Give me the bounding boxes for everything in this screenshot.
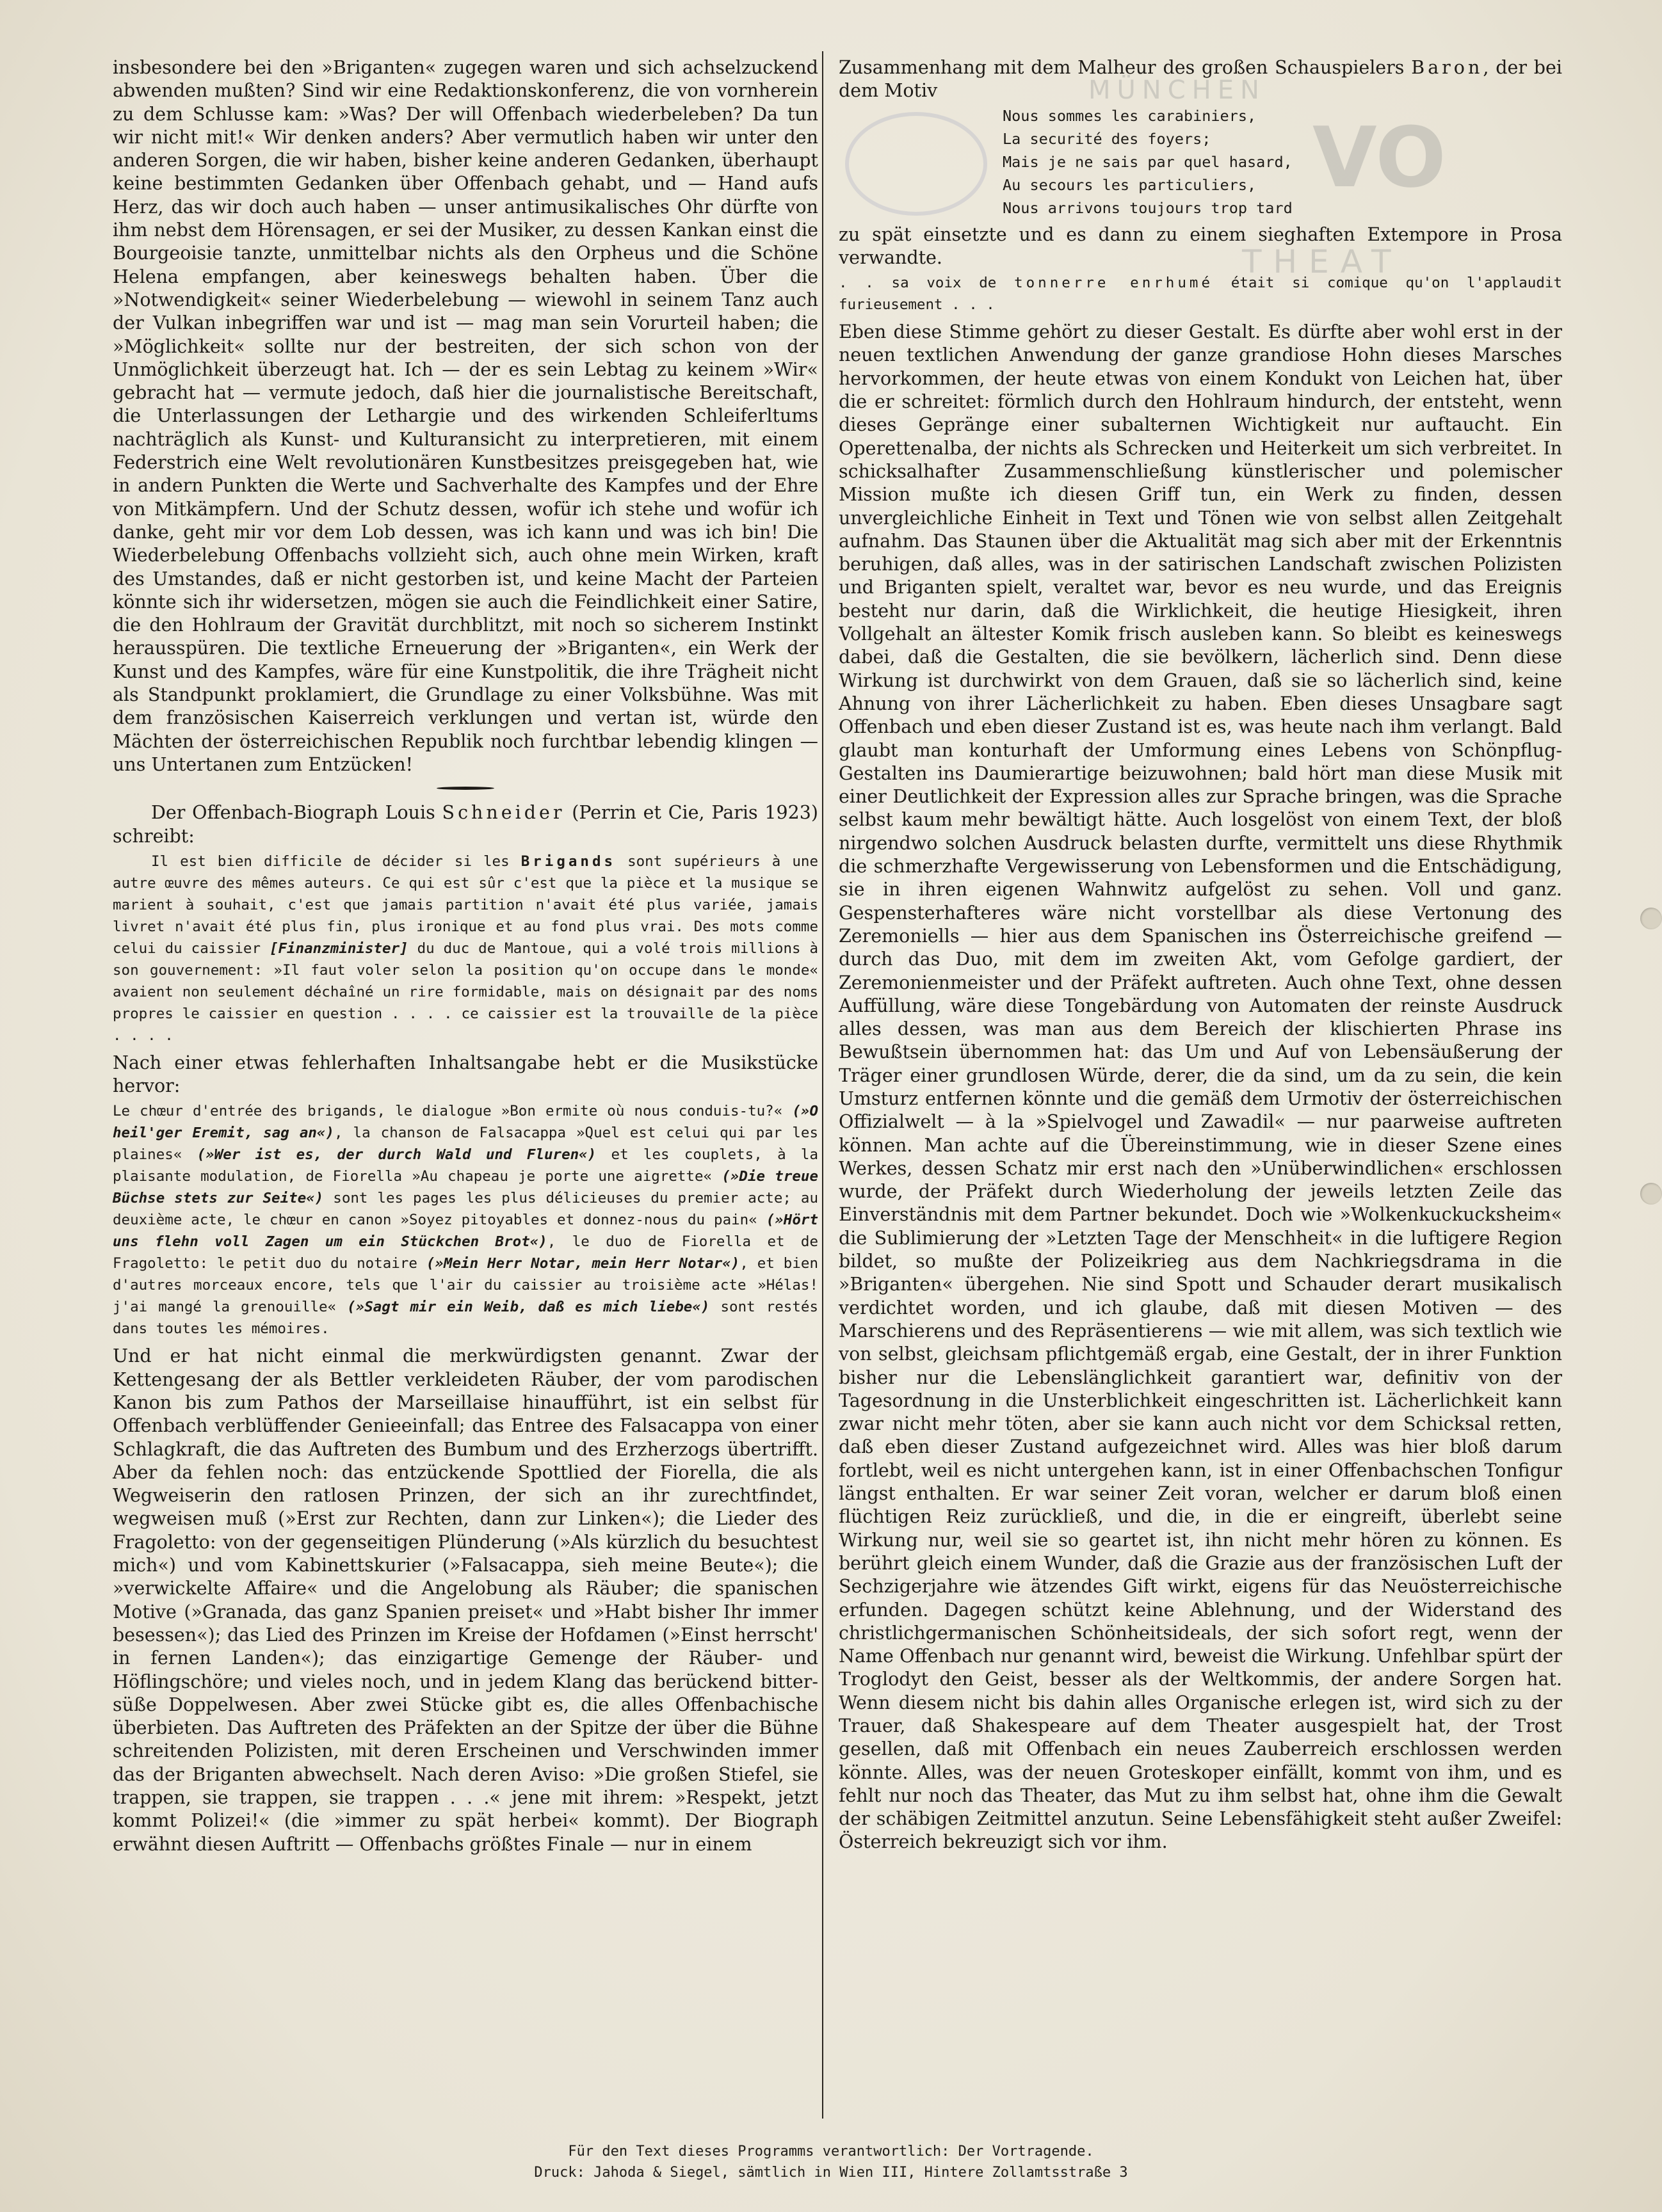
quote-3-text-b: était si comique qu'on l'applaudit furieusement . . . <box>839 275 1562 314</box>
right-paragraph-2: zu spät einsetzte und es dann zu einem sieghaften Extempore in Prosa verwandte. <box>839 223 1562 268</box>
biographer-intro-text-2: (Perrin et Cie, Paris 1923) schreibt: <box>113 802 819 847</box>
quote-2-part-2: , la chanson de Falsacappa »Quel est celui qui par les plaines« <box>113 1125 819 1164</box>
quote-2-part-7: sont restés dans toutes les mémoires. <box>113 1299 818 1338</box>
footer-responsibility: Für den Text dieses Programms verantwortlich: Der Vortragende. <box>568 2144 1094 2160</box>
left-paragraph-1: insbesondere bei den »Briganten« zugegen waren und sich achselzuckend abwenden mußten? Sind wir eine Redaktionskonferenz, die von vornherein zu dem Schlusse kam: »Was? Der will Offenbach wiederbeleben? Da tun wir nicht mit!« Wir denken anders? Aber vermutlich haben wir unter den anderen Sorgen, die wir haben, bisher keine anderen Gedanken, überhaupt keine bestimmten Gedanken über Offenbach gehabt, und — Hand aufs Herz, das wir doch auch haben — unser antimusikalisches Ohr dürfte von ihm nebst dem Hörensagen, er sei der Musiker, zu dessen Kankan einst die Bourgeoisie tanzte, unmittelbar nichts als den Orpheus und die Schöne Helena empfangen, aber keineswegs behalten haben. Über die »Notwendigkeit« seiner Wiederbelebung — wiewohl in seinem Tanz auch der Vulkan inbegriffen war und ist — mag man sein Vorurteil haben; die »Möglichkeit« sollte nur der bestreiten, der sich schon von der Unmöglichkeit überzeugt hat. Ich — der es sein Lebtag zu keinem »Wir« gebracht hat — vermute jedoch, daß hier die journalistische Bereitschaft, die Unterlassungen der Lethargie und des wirkenden Schleiferltums nachträglich als Kunst- und Kulturansicht zu interpretieren, mit einem Federstrich eine Welt revolutionären Kunstbesitzes preisgegeben hat, wie in andern Punkten die Werte und Sachverhalte des Kampfes und der Ehre von Mitkämpfern. Und der Schutz dessen, wofür ich stehe und wofür ich danke, geht mir vor dem Lob dessen, was ich kann und was ich bin! Die Wiederbelebung Offenbachs vollzieht sich, auch ohne mein Wirken, kraft des Umstandes, daß er nicht gestorben ist, und keine Macht der Parteien könnte sich ihr widersetzen, mögen sie auch die Feindlichkeit einer Satire, die den Hohlraum der Gravität durchblitzt, mit noch so sicherem Instinkt herausspüren. Die textliche Erneuerung der »Briganten«, ein Werk der Kunst und des Kampfes, wäre für eine Kunstpolitik, die ihre Trägheit nicht als Standpunkt proklamiert, die Grundlage zu einer Volksbühne. Was mit dem französischen Kaiserreich verklungen und vertan ist, würde den Mächten der österreichischen Republik noch furchtbar lebendig klingen — uns Untertanen zum Entzücken! <box>113 57 818 775</box>
right-paragraph-1 <box>839 56 1562 103</box>
quote-2-part-3: et les couplets, à la plaisante modulation, de Fiorella »Au chapeau je porte une aigrette« <box>113 1146 818 1185</box>
punch-hole-bottom <box>1640 1183 1662 1205</box>
quote-3-text-a: . . sa voix de <box>839 275 1015 292</box>
quote-2-part-4: sont les pages les plus délicieuses du premier acte; au deuxième acte, le chœur en canon »Soyez pitoyables et donnez-nous du pain« <box>113 1190 819 1229</box>
right-p1-text-2: , der bei dem Motiv <box>839 57 1562 102</box>
left-column <box>113 56 818 1856</box>
actor-name: Baron <box>1411 57 1483 78</box>
quote-2-part-1: Le chœur d'entrée des brigands, le dialogue »Bon ermite où nous conduis-tu?« <box>113 1103 793 1120</box>
showthrough-theat: THEAT <box>1242 243 1403 280</box>
verse-line: Au secours les particuliers, <box>1003 175 1257 194</box>
biographer-name: Schneider <box>442 802 565 824</box>
punch-hole-top <box>1640 908 1662 929</box>
quote-1-text-c: du duc de Mantoue, qui a volé trois millions à son gouvernement: »Il faut voler selon la position qu'on occupe dans le monde« avaient non seulement déchaîné un rire formidable, mais on désignait par des noms propres le caissier en question . . . . ce caissier est la trouvaille de la pièce . . . . <box>113 940 818 1044</box>
footer-printer: Druck: Jahoda & Siegel, sämtlich in Wien III, Hintere Zollamtsstraße 3 <box>534 2165 1128 2181</box>
section-separator <box>437 787 494 790</box>
left-paragraph-3: Nach einer etwas fehlerhaften Inhaltsangabe hebt er die Musikstücke hervor: <box>113 1052 818 1097</box>
column-divider <box>822 51 823 2119</box>
quote-2-gloss-1: (»O heil'ger Eremit, sag an«) <box>113 1103 818 1142</box>
right-p1-text: Zusammenhang mit dem Malheur des großen Schauspielers <box>839 57 1412 78</box>
verse-line: Mais je ne sais par quel hasard, <box>1003 152 1293 171</box>
quote-2-gloss-2: (»Wer ist es, der durch Wald und Fluren«) <box>197 1146 597 1164</box>
left-paragraph-4: Und er hat nicht einmal die merkwürdigsten genannt. Zwar der Kettengesang der als Bettler verkleideten Räuber, der vom parodischen Kanon bis zum Pathos der Marseillaise hinaufführt, ist ein selbst für Offenbach verblüffender Genieeinfall; das Entree des Falsacappa von einer Schlagkraft, die das Auftreten des Bumbum und des Erzherzogs übertrifft. Aber da fehlen noch: das entzückende Spottlied der Fiorella, die als Wegweiserin den ratlosen Prinzen, der sich an ihr zurechtfindet, wegweisen muß (»Erst zur Rechten, dann zur Linken«); die Lieder des Fragoletto: von der gegenseitigen Plünderung (»Als kürzlich du besuchtest mich«) und vom Kabinettskurier (»Falsacappa, sieh meine Beute«); die »verwickelte Affaire« und die Angelobung als Räuber; die spanischen Motive (»Granada, das ganz Spanien preiset« und »Habt bisher Ihr immer besessen«); das Lied des Prinzen im Kreise der Hofdamen (»Einst herrscht' in fernen Landen«); das einzigartige Gemenge der Räuber- und Höflingschöre; und vieles noch, und in jedem Klang das berückend bitter-süße Doppelwesen. Aber zwei Stücke gibt es, die alles Offenbachische überbieten. Das Auftreten des Präfekten an der Spitze der über die Bühne schreitenden Polizisten, mit deren Erscheinen und Verschwinden immer das der Briganten abwechselt. Nach deren Aviso: »Die großen Stiefel, sie trappen, sie trappen, sie trappen . . .« jene mit ihrem: »Respekt, jetzt kommt Polizei!« (die »immer zu spät herbei« kommt). Der Biograph erwähnt diesen Auftritt — Offenbachs größtes Finale — nur in einem <box>113 1345 818 1855</box>
showthrough-munchen: MÜNCHEN <box>1088 76 1266 105</box>
french-quote-1 <box>113 851 818 1046</box>
quote-2-gloss-6: (»Sagt mir ein Weib, daß es mich liebe«) <box>347 1299 710 1316</box>
showthrough-vo: VO <box>1312 109 1446 206</box>
quote-2-part-5: , le duo de Fiorella et de Fragoletto: le petit duo du notaire <box>113 1233 818 1272</box>
quote-1-text-a: Il est bien difficile de décider si les <box>151 853 521 870</box>
french-quote-3 <box>839 272 1562 316</box>
french-quote-2 <box>113 1100 818 1340</box>
verse-block <box>839 104 1562 220</box>
right-paragraph-3: Eben diese Stimme gehört zu dieser Gestalt. Es dürfte aber wohl erst in der neuen textlichen Anwendung der ganze grandiose Hohn dieses Marsches hervorkommen, der heute etwas von einem Kondukt von Leichen hat, über die er schreitet: förmlich durch den Hohlraum hindurch, der entsteht, wenn dieses Gepränge einer subalternen Wichtigkeit nur auftaucht. Ein Operettenalba, der nichts als Schrecken und Heiterkeit um sich verbreitet. In schicksalhafter Zusammenschließung künstlerischer und polemischer Mission mußte ich diesen Griff tun, ein Werk zu finden, dessen unvergleichliche Einheit in Text und Tönen wie von selbst allen Zeitgehalt aufnahm. Das Staunen über die Aktualität mag sich aber mit der Erkenntnis beruhigen, daß alles, was in der satirischen Landschaft zwischen Polizisten und Briganten spielt, veraltet war, bevor es neu wurde, und das Ereignis besteht nur darin, daß die Wirklichkeit, die heutige Hiesigkeit, ihren Vollgehalt an ältester Komik frisch ausleben kann. So bleibt es keineswegs dabei, daß die Gestalten, die sie bevölkern, lächerlich sind. Denn diese Wirkung ist durchwirkt von dem Grauen, daß sie so lächerlich sind, keine Ahnung von ihrer Lächerlichkeit zu haben. Eben dieses Unsagbare sagt Offenbach und eben dieser Zustand ist es, was heute nach ihm verlangt. Bald glaubt man konturhaft der Umformung eines Lebens von Schönpflug-Gestalten ins Daumierartige beizuwohnen; bald hört man diese Musik mit einer Deutlichkeit der Expression alles zur Sprache bringen, was die Sprache selbst kaum mehr bewältigt hätte. Auch losgelöst von einem Text, der bloß nirgendwo solchen Ausdruck belasten durfte, vermittelt uns diese Rhythmik die schmerzhafte Vergewisserung von Lebensformen und die Entschädigung, sie in ihren eigenen Wahnwitz aufgelöst zu sehen. Voll und ganz. Gespensterhafteres wäre nicht vorstellbar als diese Vertonung des Zeremoniells — hier aus dem Spanischen ins Österreichische greifend — durch das Duo, mit dem im zweiten Akt, vom Gefolge gardiert, der Zeremonienmeister und der Präfekt auftreten. Auch ohne Text, ohne dessen Auffüllung, wäre diese Tongebärdung von Automaten der reinste Ausdruck alles dessen, was man aus dem Bereich der klischierten Phrase ins Bewußtsein übernommen hat: das Um und Auf von Lebensäußerung der Träger einer grundlosen Würde, derer, die da sind, um da zu sein, die kein Umsturz entfernen könnte und die gemäß dem Urmotiv der österreichischen Offizialwelt — à la »Spielvogel und Zawadil« — nur paarweise auftreten können. Man achte auf die Übereinstimmung, wie in dieser Szene eines Werkes, dessen Schatz mir erst nach den »Unüberwindlichen« erschlossen wurde, der Präfekt durch Wiederholung der jeweils letzten Zeile das Einverständnis mit dem Partner bekundet. Doch wie »Wolkenkuckucksheim« die Sublimierung der »Letzten Tage der Menschheit« in die luftigere Region bildet, so mußte der Polizeikrieg aus dem Nachkriegsdrama in die »Briganten« übergehen. Nie sind Spott und Schauder derart musikalisch verdichtet worden, und ich glaube, daß mit diesen Motiven — des Marschierens und des Repräsentierens — wie mit allem, was sich textlich wie von selbst, gleichsam pflichtgemäß ergab, eine Gestalt, der in ihrer Funktion bisher nur die Lebenslänglichkeit garantiert war, definitiv von der Tagesordnung in die Unsterblichkeit eingeschritten ist. Lächerlichkeit kann zwar nicht mehr töten, aber sie kann auch nicht vor dem Schicksal retten, daß eben dieser Zustand aufgezeichnet wird. Alles was hier bloß darum fortlebt, weil es nicht untergehen kann, ist in einer Offenbachschen Tonfigur längst enthalten. Er war seiner Zeit voran, welcher er darum bloß einen flüchtigen Reiz zurückließ, und die, in die er eingreift, überlebt seine Wirkung nur, weil sie so geartet ist, ihn nicht mehr hören zu können. Es berührt gleich einem Wunder, daß die Grazie aus der französischen Luft der Sechzigerjahre wie ätzendes Gift wirkt, eigens für das Neuösterreichische erfunden. Dagegen schützt keine Ablehnung, und der Widerstand des christlichgermanischen Schönheitsideals, der sich sofort regt, wenn der Name Offenbach nur genannt wird, beweist die Wirkung. Unfehlbar spürt der Troglodyt den Geist, besser als der Weltkommis, der andere Sorgen hat. Wenn diesem nicht bis dahin alles Organische erlegen ist, wird sich zu der Trauer, daß Shakespeare auf dem Theater ausgespielt hat, der Trost gesellen, daß mit Offenbach ein neues Zauberreich erschlossen werden könnte. Alles, was der neuen Groteskoper einfällt, kommt von ihm, und es fehlt nur noch das Theater, das Mut zu ihm selbst hat, ohne ihm die Gewalt der schäbigen Zeitmittel anzutun. Seine Lebensfähigkeit steht außer Zweifel: Österreich bekreuzigt sich vor ihm. <box>839 321 1562 1853</box>
quote-1-gloss: [Finanzminister] <box>269 940 408 957</box>
biographer-intro-text: Der Offenbach-Biograph Louis <box>151 802 442 824</box>
quote-2-gloss-5: (»Mein Herr Notar, mein Herr Notar«) <box>426 1255 740 1272</box>
quote-1-brigands: Brigands <box>520 853 617 870</box>
quote-1-text-b: sont supérieurs à une autre œuvre des mêmes auteurs. Ce qui est sûr c'est que la pièce et la musique se marient à souhait, c'est que jamais partition n'avait été plus variée, jamais livret n'avait été plus fin, plus ironique et au fond plus vrai. Des mots comme celui du caissier <box>113 853 818 957</box>
biographer-intro <box>113 801 818 848</box>
quote-2-part-6: , et bien d'autres morceaux encore, tels que l'air du caissier au troisième acte »Hélas! j'ai mangé la grenouille« <box>113 1255 818 1316</box>
quote-2-gloss-4: (»Hört uns flehn voll Zagen um ein Stückchen Brot«) <box>113 1212 818 1251</box>
verse-line: La securité des foyers; <box>1003 129 1211 148</box>
verse-line: Nous arrivons toujours trop tard <box>1003 198 1293 217</box>
quote-2-gloss-3: (»Die treue Büchse stets zur Seite«) <box>113 1168 818 1207</box>
quote-3-spaced: tonnerre enrhumé <box>1014 275 1213 292</box>
verse-line: Nous sommes les carabiniers, <box>1003 106 1257 125</box>
right-column <box>839 56 1562 1854</box>
